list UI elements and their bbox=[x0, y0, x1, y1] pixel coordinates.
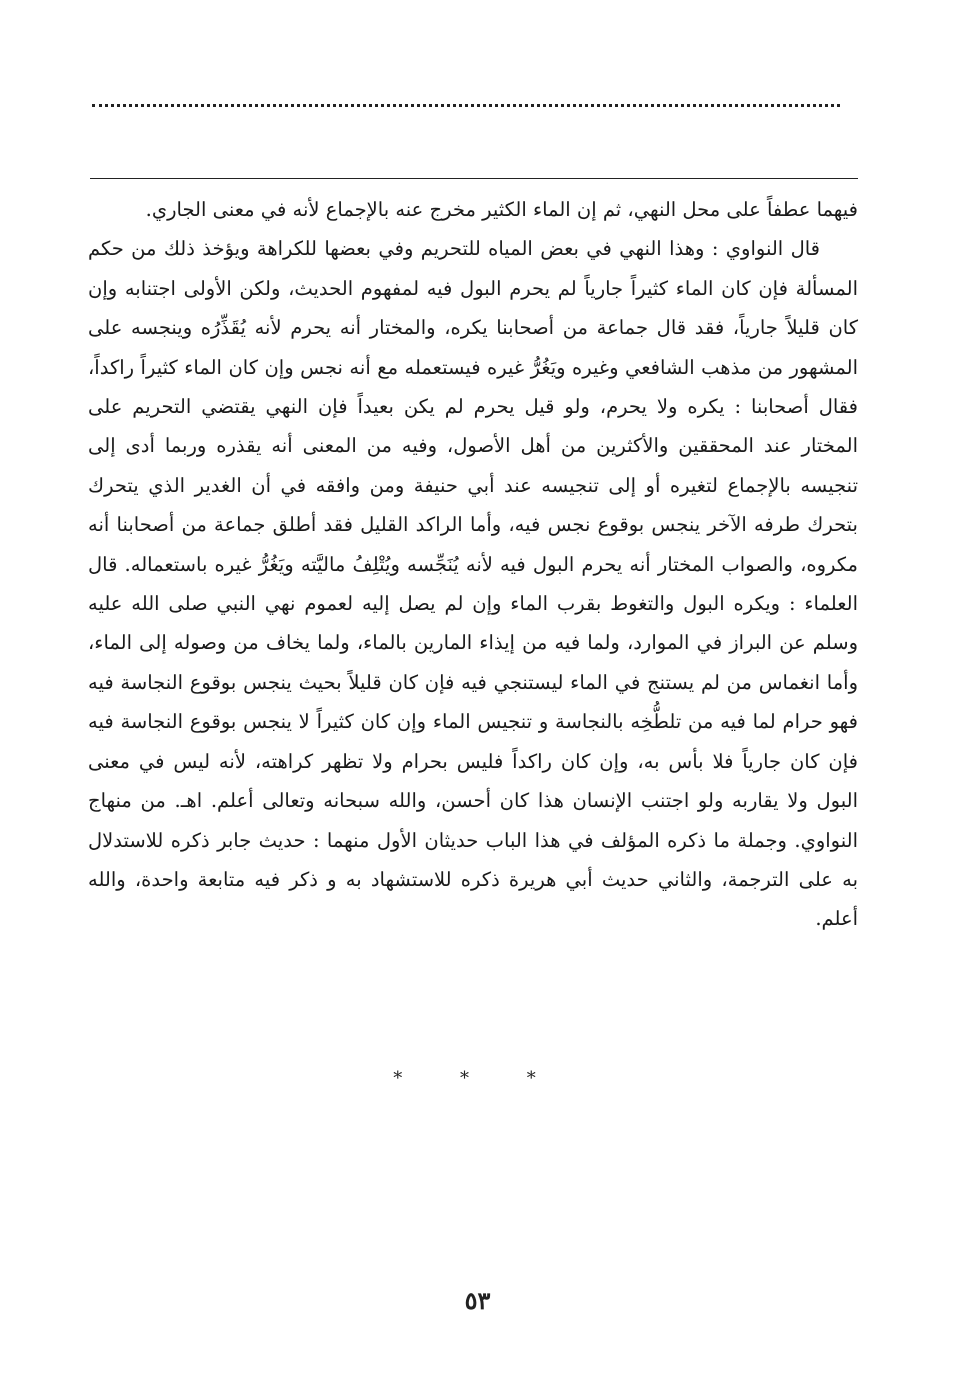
paragraph-continuation: فيهما عطفاً على محل النهي، ثم إن الماء الكثير مخرج عنه بالإجماع لأنه في معنى الجاري. bbox=[145, 198, 858, 221]
dotted-separator bbox=[92, 104, 840, 107]
asterisk-separator: * * * bbox=[393, 1068, 562, 1089]
paragraph-nawawi-quote: قال النواوي : وهذا النهي في بعض المياه للتحريم وفي بعضها للكراهة ويؤخذ ذلك من حكم المسألة فإن كان الماء كثيراً جارياً لم يحرم البول فيه لمفهوم الحديث، ولكن الأولى اجتنابه وإن كان قليلاً جارياً، فقد قال جماعة من أصحابنا يكره، والمختار أنه يحرم لأنه يُقَذِّرُه وينجسه على المشهور من مذهب الشافعي وغيره ويَغُرُّ غيره فيستعمله مع أنه نجس وإن كان الماء كثيراً راكداً، فقال أصحابنا : يكره ولا يحرم، ولو قيل يحرم لم يكن بعيداً فإن النهي يقتضي التحريم على المختار عند المحققين والأكثرين من أهل الأصول، وفيه من المعنى أنه يقذره وربما أدى إلى تنجيسه بالإجماع لتغيره أو إلى تنجيسه عند أبي حنيفة ومن وافقه في أن الغدير الذي يتحرك بتحرك طرفه الآخر ينجس بوقوع نجس فيه، وأما الراكد القليل فقد أطلق جماعة من أصحابنا أنه مكروه، والصواب المختار أنه يحرم البول فيه لأنه يُنَجِّسه ويُتْلِفُ ماليَّته ويَغُرُّ غيره باستعماله. قال العلماء : ويكره البول والتغوط بقرب الماء وإن لم يصل إليه لعموم نهي النبي صلى الله عليه وسلم عن البراز في الموارد، ولما فيه من إيذاء المارين بالماء، ولما يخاف من وصوله إلى الماء، وأما انغماس من لم يستنج في الماء ليستنجي فيه فإن كان قليلاً بحيث ينجس بوقوع النجاسة فيه فهو حرام لما فيه من تلطُّخِه بالنجاسة و تنجيس الماء وإن كان كثيراً لا ينجس بوقوع النجاسة فيه فإن كان جارياً فلا بأس به، وإن كان راكداً فليس بحرام ولا تظهر كراهته، لأنه ليس في معنى البول ولا يقاربه ولو اجتنب الإنسان هذا كان أحسن، والله سبحانه وتعالى أعلم. اهـ. من منهاج النواوي. وجملة ما ذكره المؤلف في هذا الباب حديثان الأول منهما : حديث جابر ذكره للاستدلال به على الترجمة، والثاني حديث أبي هريرة ذكره للاستشهاد به و ذكر فيه متابعة واحدة، والله أعلم. bbox=[88, 237, 858, 931]
page-number: ٥٣ bbox=[464, 1286, 491, 1315]
body-text bbox=[88, 190, 858, 939]
horizontal-rule bbox=[90, 178, 858, 179]
